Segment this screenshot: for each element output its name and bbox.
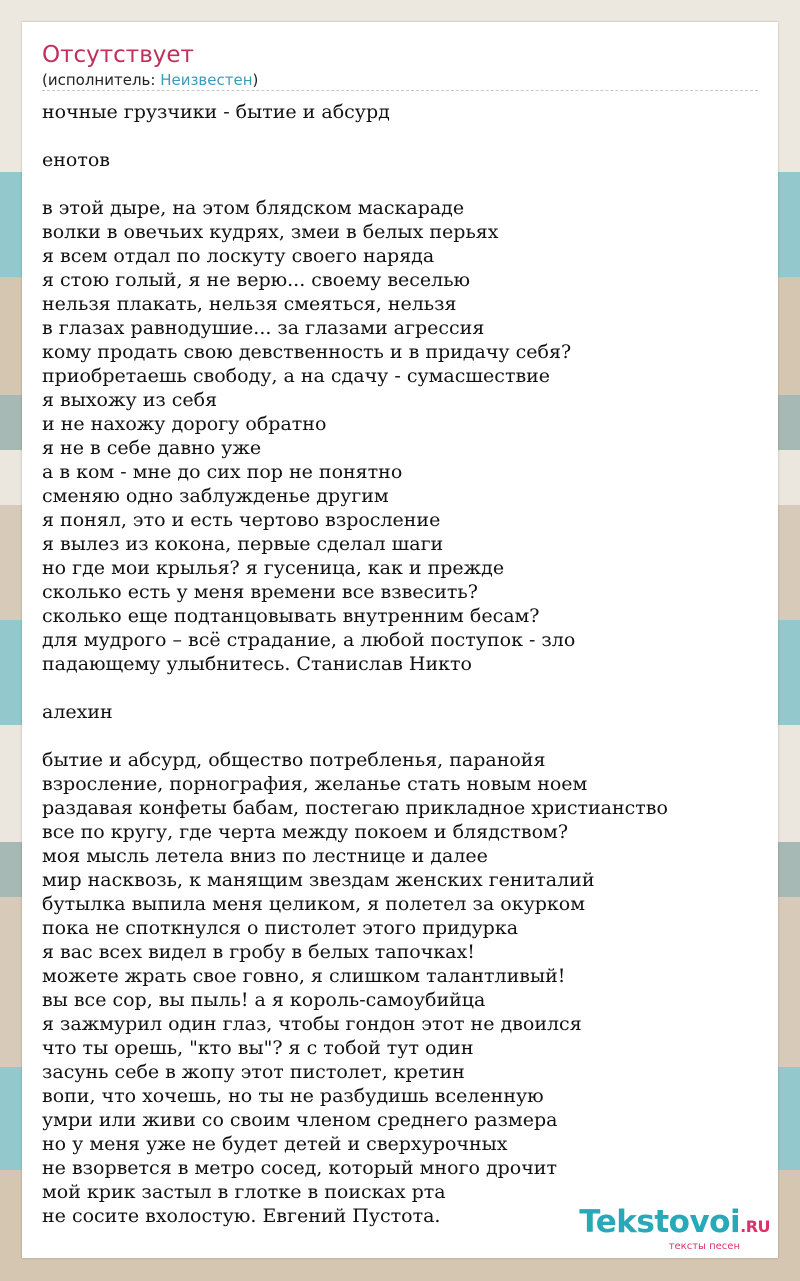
lyric-line: я выхожу из себя <box>42 389 218 411</box>
lyric-line: но у меня уже не будет детей и сверхурочных <box>42 1133 508 1155</box>
lyric-line: я понял, это и есть чертово взросление <box>42 509 441 531</box>
lyric-blank-line <box>42 124 758 148</box>
lyric-line: кому продать свою девственность и в придачу себя? <box>42 341 572 363</box>
artist-line <box>42 71 258 89</box>
lyric-line: я стою голый, я не верю... своему веселью <box>42 269 471 291</box>
lyric-line: падающему улыбнитесь. Станислав Никто <box>42 653 472 675</box>
lyric-line: можете жрать свое говно, я слишком талантливый! <box>42 965 566 987</box>
lyric-line: сколько еще подтанцовывать внутренним бесам? <box>42 605 540 627</box>
divider <box>42 90 758 91</box>
lyric-line: я всем отдал по лоскуту своего наряда <box>42 245 435 267</box>
lyric-line: я вылез из кокона, первые сделал шаги <box>42 533 444 555</box>
lyric-line: ночные грузчики - бытие и абсурд <box>42 101 390 123</box>
lyric-line: я зажмурил один глаз, чтобы гондон этот не двоился <box>42 1013 582 1035</box>
lyric-line: мир насквозь, к манящим звездам женских гениталий <box>42 869 595 891</box>
lyric-blank-line <box>42 172 758 196</box>
lyric-line: сколько есть у меня времени все взвесить? <box>42 581 478 603</box>
lyric-line: вы все сор, вы пыль! а я король-самоубийца <box>42 989 486 1011</box>
lyric-line: раздавая конфеты бабам, постегаю прикладное христианство <box>42 797 668 819</box>
lyric-line: моя мысль летела вниз по лестнице и далее <box>42 845 488 867</box>
lyric-line: что ты орешь, "кто вы"? я с тобой тут один <box>42 1037 474 1059</box>
lyric-line: для мудрого – всё страдание, а любой поступок - зло <box>42 629 576 651</box>
song-title: Отсутствует <box>42 42 194 68</box>
artist-suffix: ) <box>252 71 259 89</box>
lyric-line: пока не споткнулся о пистолет этого придурка <box>42 917 519 939</box>
lyric-line: и не нахожу дорогу обратно <box>42 413 327 435</box>
artist-link[interactable]: Неизвестен <box>160 71 253 89</box>
lyric-line: мой крик застыл в глотке в поисках рта <box>42 1181 446 1203</box>
lyric-line: алехин <box>42 701 113 723</box>
logo-tld: .RU <box>740 1217 770 1236</box>
lyric-line: взросление, порнография, желанье стать новым ноем <box>42 773 588 795</box>
lyric-line: сменяю одно заблужденье другим <box>42 485 389 507</box>
lyrics-card <box>22 22 778 1258</box>
lyric-line: я не в себе давно уже <box>42 437 262 459</box>
lyric-line: приобретаешь свободу, а на сдачу - сумасшествие <box>42 365 551 387</box>
lyric-blank-line <box>42 676 758 700</box>
site-logo[interactable] <box>579 1206 770 1252</box>
lyric-line: но где мои крылья? я гусеница, как и прежде <box>42 557 505 579</box>
lyric-line: нельзя плакать, нельзя смеяться, нельзя <box>42 293 457 315</box>
lyric-line: не сосите вхолостую. Евгений Пустота. <box>42 1205 441 1227</box>
lyric-line: засунь себе в жопу этот пистолет, кретин <box>42 1061 465 1083</box>
lyric-blank-line <box>42 724 758 748</box>
lyric-line: вопи, что хочешь, но ты не разбудишь вселенную <box>42 1085 544 1107</box>
lyric-line: умри или живи со своим членом среднего размера <box>42 1109 558 1131</box>
lyric-line: волки в овечьих кудрях, змеи в белых перьях <box>42 221 499 243</box>
lyrics-text <box>42 100 758 1228</box>
lyric-line: енотов <box>42 149 110 171</box>
lyric-line: я вас всех видел в гробу в белых тапочках! <box>42 941 475 963</box>
lyric-line: в глазах равнодушие... за глазами агрессия <box>42 317 485 339</box>
lyric-line: бутылка выпила меня целиком, я полетел за окурком <box>42 893 586 915</box>
lyric-line: а в ком - мне до сих пор не понятно <box>42 461 403 483</box>
lyric-line: все по кругу, где черта между покоем и блядством? <box>42 821 569 843</box>
logo-tagline: тексты песен <box>668 1241 740 1252</box>
lyric-line: в этой дыре, на этом блядском маскараде <box>42 197 465 219</box>
lyric-line: не взорвется в метро сосед, который много дрочит <box>42 1157 557 1179</box>
artist-prefix: (исполнитель: <box>42 71 161 89</box>
logo-main-text: Tekstovoi <box>579 1204 741 1240</box>
lyric-line: бытие и абсурд, общество потребленья, паранойя <box>42 749 546 771</box>
